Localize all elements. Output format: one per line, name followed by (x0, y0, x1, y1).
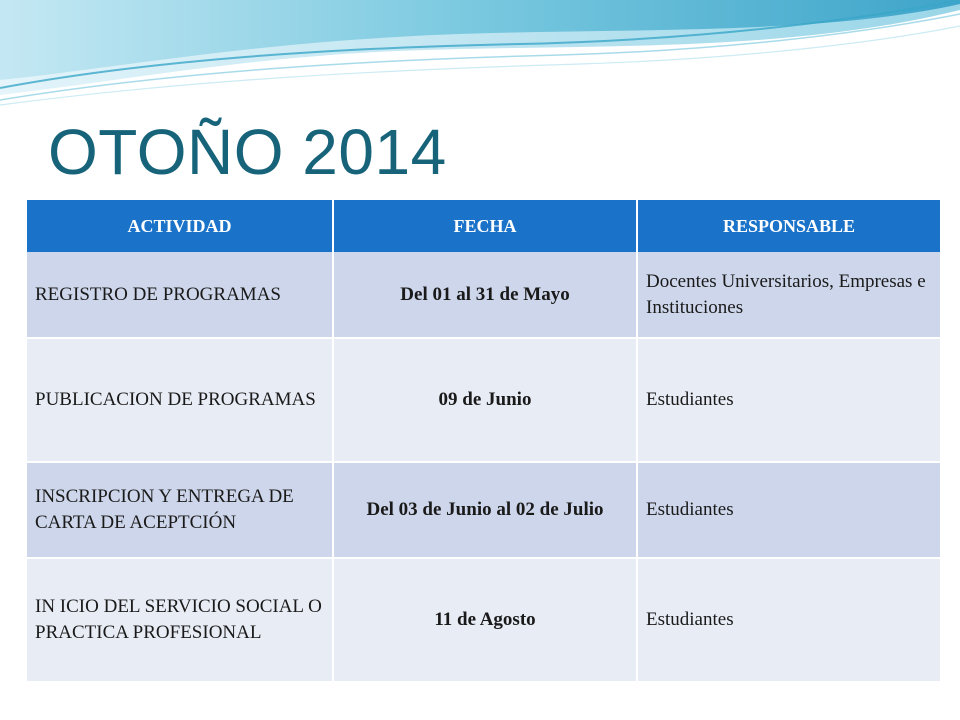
cell-actividad: REGISTRO DE PROGRAMAS (27, 252, 333, 338)
cell-responsable: Estudiantes (637, 462, 941, 558)
slide-title: OTOÑO 2014 (48, 116, 447, 188)
cell-actividad: IN ICIO DEL SERVICIO SOCIAL O PRACTICA PROFESIONAL (27, 558, 333, 682)
cell-responsable: Estudiantes (637, 558, 941, 682)
cell-responsable: Estudiantes (637, 338, 941, 462)
cell-fecha: Del 03 de Junio al 02 de Julio (333, 462, 637, 558)
cell-fecha: 09 de Junio (333, 338, 637, 462)
table-row (27, 462, 941, 558)
header-actividad: ACTIVIDAD (27, 200, 333, 252)
schedule-table (27, 200, 942, 683)
cell-actividad: INSCRIPCION Y ENTREGA DE CARTA DE ACEPTCIÓN (27, 462, 333, 558)
header-responsable: RESPONSABLE (637, 200, 941, 252)
table-row (27, 252, 941, 338)
cell-actividad: PUBLICACION DE PROGRAMAS (27, 338, 333, 462)
wave-decoration (0, 0, 960, 120)
table-row (27, 338, 941, 462)
header-fecha: FECHA (333, 200, 637, 252)
table-row (27, 558, 941, 682)
cell-responsable: Docentes Universitarios, Empresas e Instituciones (637, 252, 941, 338)
cell-fecha: 11 de Agosto (333, 558, 637, 682)
table-header-row (27, 200, 941, 252)
cell-fecha: Del 01 al 31 de Mayo (333, 252, 637, 338)
